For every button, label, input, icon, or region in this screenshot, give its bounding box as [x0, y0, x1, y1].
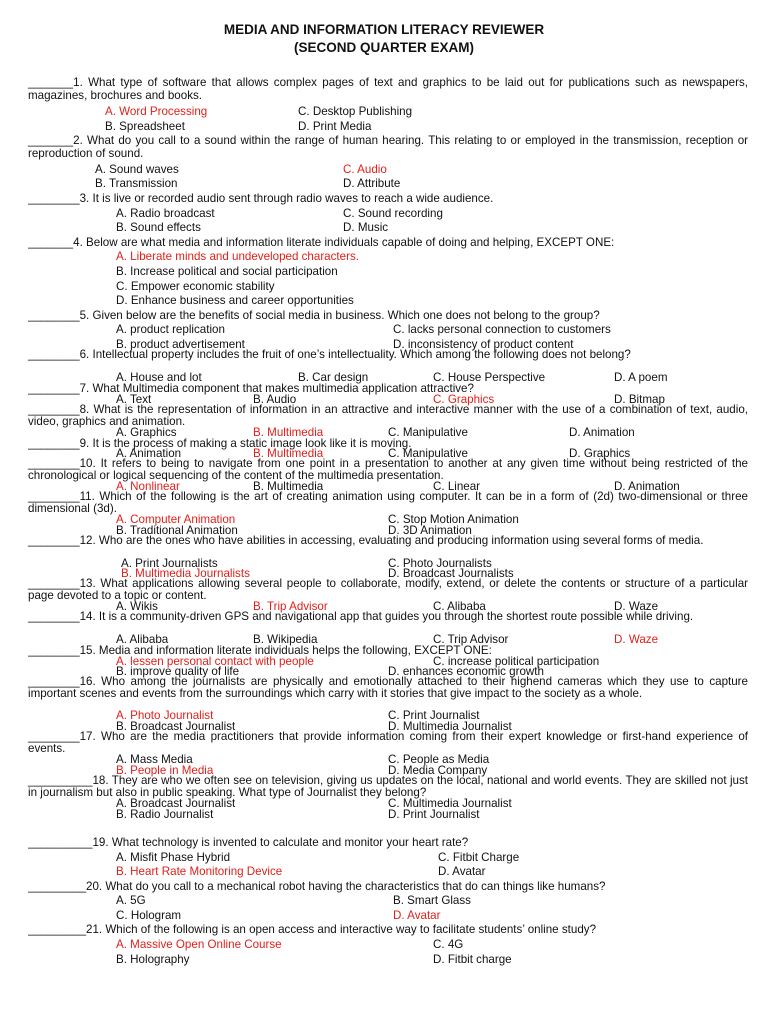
q4-option-b: B. Increase political and social participation	[116, 265, 338, 278]
q14-option-c: C. Trip Advisor	[433, 633, 509, 646]
q8-option-b: B. Multimedia	[253, 426, 324, 439]
q2-option-a: A. Sound waves	[95, 163, 179, 176]
page-subtitle: (SECOND QUARTER EXAM)	[293, 40, 474, 55]
q1-option-b: B. Spreadsheet	[105, 120, 185, 133]
q1-option-c: C. Desktop Publishing	[298, 105, 413, 118]
q11-option-b: B. Traditional Animation	[116, 524, 238, 537]
question-4-text: _______4. Below are what media and information literate individuals capable of doing and helping, EXCEPT ONE:	[28, 236, 615, 249]
question-10-text: ________10. It refers to being to navigate from one point in a presentation to another at any given time without being restricted of the chronological or logical sequencing of the content of the multimedia presentation.	[28, 457, 748, 482]
q2-option-c: C. Audio	[343, 163, 387, 176]
q18-option-a: A. Broadcast Journalist	[116, 797, 236, 810]
q1-option-d: D. Print Media	[298, 120, 372, 133]
q4-option-c: C. Empower economic stability	[116, 280, 275, 293]
question-11-text: ________11. Which of the following is the art of creating animation using computer. It can be in a form of (2d) two-dimensional or three dimensional (3d).	[28, 490, 748, 515]
question-5-text: ________5. Given below are the benefits of social media in business. Which one does not belong to the group?	[28, 309, 600, 322]
q13-option-d: D. Waze	[614, 600, 659, 613]
q2-option-d: D. Attribute	[343, 177, 401, 190]
question-13-text: ________13. What applications allowing several people to collaborate, modify, extend, or delete the contents or structure of a particular page devoted to a topic or content.	[28, 577, 748, 602]
q14-option-d: D. Waze	[614, 633, 659, 646]
q7-option-a: A. Text	[116, 393, 152, 406]
q11-option-d: D. 3D Animation	[388, 524, 472, 537]
q13-option-a: A. Wikis	[116, 600, 158, 613]
q6-option-a: A. House and lot	[116, 371, 202, 384]
q7-option-c: C. Graphics	[433, 393, 495, 406]
q14-option-b: B. Wikipedia	[253, 633, 318, 646]
q3-option-b: B. Sound effects	[116, 221, 201, 234]
q9-option-b: B. Multimedia	[253, 447, 324, 460]
q13-option-b: B. Trip Advisor	[253, 600, 328, 613]
q5-option-c: C. lacks personal connection to customers	[393, 323, 611, 336]
q14-option-a: A. Alibaba	[116, 633, 169, 646]
question-9-text: ________9. It is the process of making a static image look like it is moving.	[28, 437, 412, 450]
q5-option-a: A. product replication	[116, 323, 225, 336]
q5-option-b: B. product advertisement	[116, 338, 245, 351]
question-16-text: ________16. Who among the journalists are physically and emotionally attached to their highend cameras which they use to capture important scenes and events from the surroundings which carry with it stories that give impact to the society as a whole.	[28, 675, 748, 700]
q3-option-c: C. Sound recording	[343, 207, 443, 220]
question-7-text: ________7. What Multimedia component that makes multimedia application attractive?	[28, 382, 474, 395]
q8-option-d: D. Animation	[569, 426, 635, 439]
q19-option-b: B. Heart Rate Monitoring Device	[116, 865, 283, 878]
q7-option-b: B. Audio	[253, 393, 297, 406]
q10-option-b: B. Multimedia	[253, 480, 324, 493]
q12-option-d: D. Broadcast Journalists	[388, 567, 514, 580]
q20-option-a: A. 5G	[116, 894, 146, 907]
question-14-text: ________14. It is a community-driven GPS and navigational app that guides you through the shortest route possible while driving.	[28, 610, 694, 623]
q21-option-d: D. Fitbit charge	[433, 953, 512, 966]
q20-option-b: C. Hologram	[116, 909, 182, 922]
q16-option-b: B. Broadcast Journalist	[116, 720, 236, 733]
q19-option-a: A. Misfit Phase Hybrid	[116, 851, 231, 864]
question-1-text: _______1. What type of software that allows complex pages of text and graphics to be laid out for publications such as newspapers, magazines, brochures and books.	[28, 76, 748, 102]
page-title: MEDIA AND INFORMATION LITERACY REVIEWER	[223, 22, 545, 37]
q17-option-d: D. Media Company	[388, 764, 488, 777]
question-15-text: ________15. Media and information literate individuals helps the following, EXCEPT ONE:	[28, 644, 492, 657]
q3-option-a: A. Radio broadcast	[116, 207, 215, 220]
q2-option-b: B. Transmission	[95, 177, 178, 190]
q9-option-d: D. Graphics	[569, 447, 631, 460]
q8-option-c: C. Manipulative	[388, 426, 468, 439]
q16-option-d: D. Multimedia Journalist	[388, 720, 512, 733]
q4-option-d: D. Enhance business and career opportunities	[116, 294, 354, 307]
q10-option-a: A. Nonlinear	[116, 480, 180, 493]
q17-option-a: A. Mass Media	[116, 753, 193, 766]
q12-option-b: B. Multimedia Journalists	[121, 567, 250, 580]
q1-option-a: A. Word Processing	[105, 105, 208, 118]
q16-option-a: A. Photo Journalist	[116, 709, 214, 722]
q3-option-d: D. Music	[343, 221, 389, 234]
q11-option-a: A. Computer Animation	[116, 513, 236, 526]
q11-option-c: C. Stop Motion Animation	[388, 513, 519, 526]
question-2-text: _______2. What do you call to a sound within the range of human hearing. This relating to or employed in the transmission, reception or reproduction of sound.	[28, 134, 748, 160]
q21-option-c: C. 4G	[433, 938, 464, 951]
q15-option-c: C. increase political participation	[433, 655, 600, 668]
question-6-text: ________6. Intellectual property includes the fruit of one’s intellectuality. Which among the following does not belong?	[28, 348, 631, 361]
q12-option-a: A. Print Journalists	[121, 557, 218, 570]
q15-option-b: B. improve quality of life	[116, 665, 240, 678]
question-12-text: ________12. Who are the ones who have abilities in accessing, evaluating and producing information using several forms of media.	[28, 534, 704, 547]
q20-option-c: B. Smart Glass	[393, 894, 471, 907]
q6-option-c: C. House Perspective	[433, 371, 546, 384]
q18-option-b: B. Radio Journalist	[116, 808, 214, 821]
q7-option-d: D. Bitmap	[614, 393, 665, 406]
question-21-text: _________21. Which of the following is an open access and interactive way to facilitate students’ online study?	[28, 923, 597, 936]
q18-option-d: D. Print Journalist	[388, 808, 480, 821]
q9-option-a: A. Animation	[116, 447, 182, 460]
q18-option-c: C. Multimedia Journalist	[388, 797, 512, 810]
q6-option-d: D. A poem	[614, 371, 668, 384]
q4-option-a: A. Liberate minds and undeveloped characters.	[116, 250, 359, 263]
question-8-text: ________8. What is the representation of information in an attractive and interactive manner with the use of a combination of text, audio, video, graphics and animation.	[28, 403, 748, 428]
question-17-text: ________17. Who are the media practitioners that provide information coming from their expert knowledge or first-hand experience of events.	[28, 730, 748, 755]
q6-option-b: B. Car design	[298, 371, 369, 384]
q12-option-c: C. Photo Journalists	[388, 557, 492, 570]
q15-option-a: A. lessen personal contact with people	[116, 655, 314, 668]
q9-option-c: C. Manipulative	[388, 447, 468, 460]
q19-option-d: D. Avatar	[438, 865, 486, 878]
q16-option-c: C. Print Journalist	[388, 709, 480, 722]
q5-option-d: D. inconsistency of product content	[393, 338, 574, 351]
q19-option-c: C. Fitbit Charge	[438, 851, 520, 864]
q15-option-d: D. enhances economic growth	[388, 665, 544, 678]
q10-option-d: D. Animation	[614, 480, 680, 493]
q20-option-d: D. Avatar	[393, 909, 441, 922]
q8-option-a: A. Graphics	[116, 426, 177, 439]
q21-option-b: B. Holography	[116, 953, 190, 966]
q10-option-c: C. Linear	[433, 480, 481, 493]
question-20-text: _________20. What do you call to a mechanical robot having the characteristics that do can things like humans?	[28, 880, 606, 893]
q17-option-c: C. People as Media	[388, 753, 490, 766]
question-18-text: __________18. They are who we often see on television, giving us updates on the local, national and world events. They are skilled not just in journalism but also in public speaking. What type of Journalist they belong?	[28, 774, 748, 799]
q17-option-b: B. People in Media	[116, 764, 214, 777]
q21-option-a: A. Massive Open Online Course	[116, 938, 282, 951]
question-19-text: __________19. What technology is invented to calculate and monitor your heart rate?	[28, 836, 469, 849]
question-3-text: ________3. It is live or recorded audio sent through radio waves to reach a wide audience.	[28, 192, 494, 205]
q13-option-c: C. Alibaba	[433, 600, 486, 613]
